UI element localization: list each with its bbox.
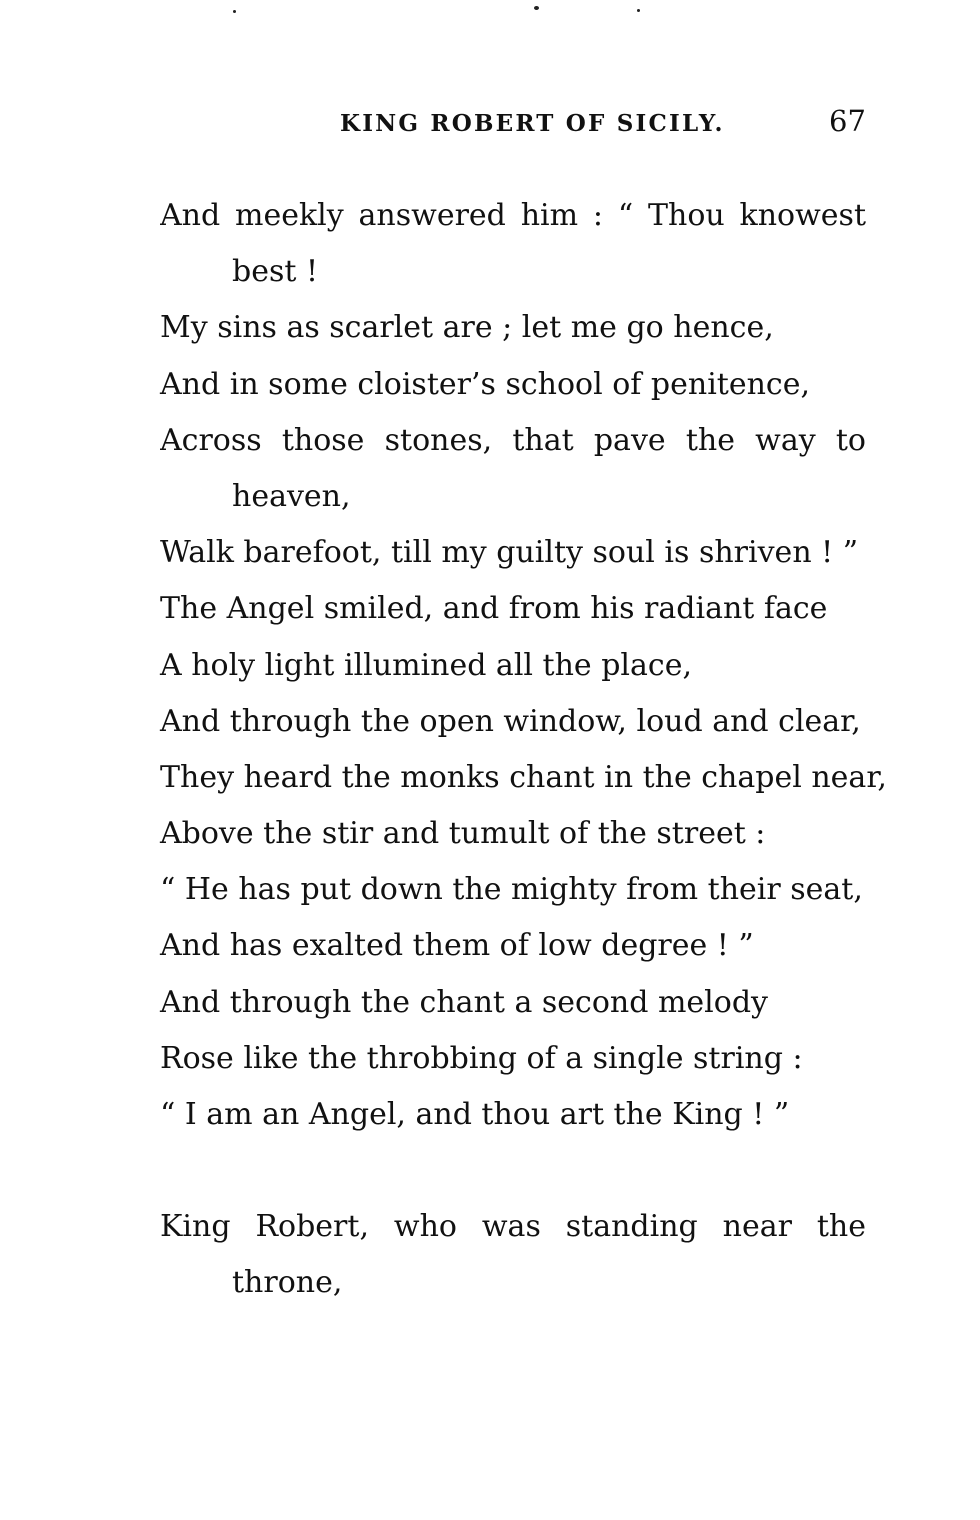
verse-line: They heard the monks chant in the chapel near, xyxy=(160,759,887,795)
verse-line: And has exalted them of low degree ! ” xyxy=(160,928,754,964)
verse-line: The Angel smiled, and from his radiant face xyxy=(160,591,828,627)
stanza xyxy=(160,1199,866,1311)
running-title: KING ROBERT OF SICILY. xyxy=(340,110,725,137)
poem-text xyxy=(160,188,887,1312)
verse-line: “ I am an Angel, and thou art the King ! ” xyxy=(160,1097,790,1132)
verse-line: My sins as scarlet are ; let me go hence, xyxy=(160,310,774,346)
verse-line: best ! xyxy=(232,254,319,290)
verse-line: And through the open window, loud and clear, xyxy=(160,703,861,739)
verse-line: “ He has put down the mighty from their seat, xyxy=(160,872,863,908)
verse-line: Above the stir and tumult of the street : xyxy=(160,816,766,852)
verse-line: King Robert, who was standing near the xyxy=(160,1209,866,1245)
scan-speck xyxy=(637,9,640,12)
scan-speck xyxy=(233,10,236,13)
verse-line: heaven, xyxy=(232,478,351,514)
verse-line: Across those stones, that pave the way to xyxy=(160,422,866,458)
verse-line: And meekly answered him : “ Thou knowest xyxy=(160,198,866,233)
verse-line: Walk barefoot, till my guilty soul is shriven ! ” xyxy=(160,535,859,571)
scan-speck xyxy=(534,6,539,10)
verse-line: A holy light illumined all the place, xyxy=(160,647,692,683)
running-head xyxy=(0,104,980,144)
page-number: 67 xyxy=(829,104,866,138)
stanza xyxy=(160,188,887,1143)
verse-line: And through the chant a second melody xyxy=(160,984,768,1020)
verse-line: throne, xyxy=(232,1265,343,1301)
verse-line: And in some cloister’s school of penitence, xyxy=(160,366,811,402)
stanza-break xyxy=(160,1143,866,1199)
verse-line: Rose like the throbbing of a single string : xyxy=(160,1040,803,1076)
